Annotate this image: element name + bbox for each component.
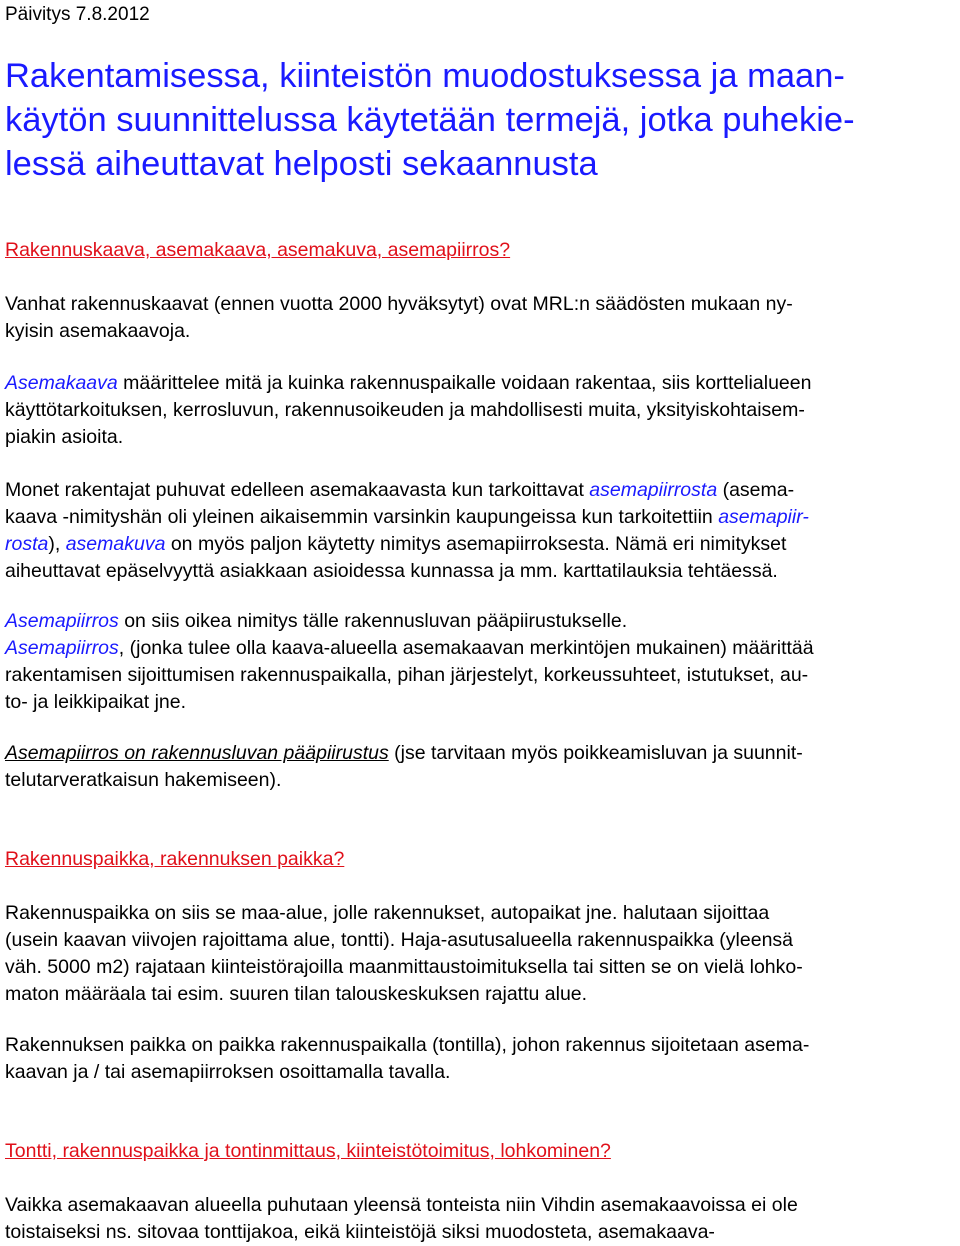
text-line	[5, 504, 960, 531]
title-line: lessä aiheuttavat helposti sekaannusta	[5, 145, 598, 183]
term-asemakuva: asemakuva	[65, 533, 166, 555]
text-line: väh. 5000 m2) rajataan kiinteistörajoilla maanmittaustoimituksella tai sitten se on vielä lohko-	[5, 956, 803, 978]
text-span: (jse tarvitaan myös poikkeamisluvan ja suunnit-	[388, 742, 803, 764]
text-line: (usein kaavan viivojen rajoittama alue, tontti). Haja-asutusalueella rakennuspaikka (yleensä	[5, 929, 794, 951]
text-line: käyttötarkoituksen, kerrosluvun, rakennusoikeuden ja mahdollisesti muita, yksityiskohtaisem-	[5, 399, 805, 421]
paragraph-rakennuspaikka	[5, 900, 960, 1008]
text-span: Monet rakentajat puhuvat edelleen asemakaavasta kun tarkoittavat	[5, 479, 590, 501]
term-asemapiirrosta: rosta	[5, 533, 49, 555]
text-line: kyisin asemakaavoja.	[5, 320, 191, 342]
term-paapiirustus: Asemapiirros on rakennusluvan pääpiirustus	[5, 742, 389, 764]
text-line: aiheuttavat epäselvyyttä asiakkaan asioidessa kunnassa ja mm. karttatilauksia tehtäessä.	[5, 560, 778, 582]
section-heading-tontti: Tontti, rakennuspaikka ja tontinmittaus, kiinteistötoimitus, lohkominen?	[5, 1140, 611, 1162]
term-asemapiirrosta: asemapiirrosta	[589, 479, 718, 501]
text-line: Rakennuksen paikka on paikka rakennuspaikalla (tontilla), johon rakennus sijoitetaan asema-	[5, 1034, 810, 1056]
section-heading-kaava: Rakennuskaava, asemakaava, asemakuva, asemapiirros?	[5, 239, 511, 261]
paragraph-asemapiirros	[5, 608, 960, 716]
paragraph-paapiirustus	[5, 740, 960, 794]
text-line	[5, 531, 960, 558]
term-asemapiirros: Asemapiirros	[5, 610, 119, 632]
text-line: Vanhat rakennuskaavat (ennen vuotta 2000 hyväksytyt) ovat MRL:n säädösten mukaan ny-	[5, 293, 793, 315]
text-line: toistaiseksi ns. sitovaa tonttijakoa, eikä kiinteistöjä siksi muodosteta, asemakaava-	[5, 1221, 715, 1243]
text-line: kaavan ja / tai asemapiirroksen osoittamalla tavalla.	[5, 1061, 451, 1083]
text-line: rakentamisen sijoittumisen rakennuspaikalla, pihan järjestelyt, korkeussuhteet, istutukset, au-	[5, 664, 809, 686]
text-span: ),	[48, 533, 66, 555]
text-line: piakin asioita.	[5, 426, 124, 448]
text-span: on siis oikea nimitys tälle rakennusluvan pääpiirustukselle.	[118, 610, 628, 632]
text-line	[5, 477, 960, 504]
text-line: to- ja leikkipaikat jne.	[5, 691, 187, 713]
paragraph-vanhat	[5, 291, 960, 345]
paragraph-tontti	[5, 1192, 960, 1246]
paragraph-rakennuksen-paikka	[5, 1032, 960, 1086]
text-span: , (jonka tulee olla kaava-alueella asemakaavan merkintöjen mukainen) määrittää	[118, 637, 814, 659]
paragraph-asemakaava	[5, 370, 960, 451]
text-line	[5, 740, 960, 767]
text-line: maton määräala tai esim. suuren tilan talouskeskuksen rajattu alue.	[5, 983, 588, 1005]
term-asemapiirrosta: asemapiir-	[718, 506, 809, 528]
paragraph-monet	[5, 477, 960, 585]
section-heading-rakennuspaikka: Rakennuspaikka, rakennuksen paikka?	[5, 848, 345, 870]
text-span: (asema-	[717, 479, 795, 501]
document-title	[5, 54, 955, 186]
text-span: määrittelee mitä ja kuinka rakennuspaikalle voidaan rakentaa, siis korttelialueen	[117, 372, 812, 394]
text-span: on myös paljon käytetty nimitys asemapiirroksesta. Nämä eri nimitykset	[165, 533, 787, 555]
title-line: Rakentamisessa, kiinteistön muodostuksessa ja maan-	[5, 57, 845, 95]
term-asemapiirros: Asemapiirros	[5, 637, 119, 659]
text-line: Vaikka asemakaavan alueella puhutaan yleensä tonteista niin Vihdin asemakaavoissa ei ole	[5, 1194, 798, 1216]
text-span: kaava -nimityshän oli yleinen aikaisemmin varsinkin kaupungeissa kun tarkoitettiin	[5, 506, 719, 528]
text-line: telutarveratkaisun hakemiseen).	[5, 769, 282, 791]
term-asemakaava: Asemakaava	[5, 372, 118, 394]
title-line: käytön suunnittelussa käytetään termejä, jotka puhekie-	[5, 101, 855, 139]
update-date: Päivitys 7.8.2012	[5, 4, 150, 25]
text-line: Rakennuspaikka on siis se maa-alue, jolle rakennukset, autopaikat jne. halutaan sijoittaa	[5, 902, 770, 924]
text-line	[5, 370, 960, 397]
text-line	[5, 608, 960, 635]
text-line	[5, 635, 960, 662]
